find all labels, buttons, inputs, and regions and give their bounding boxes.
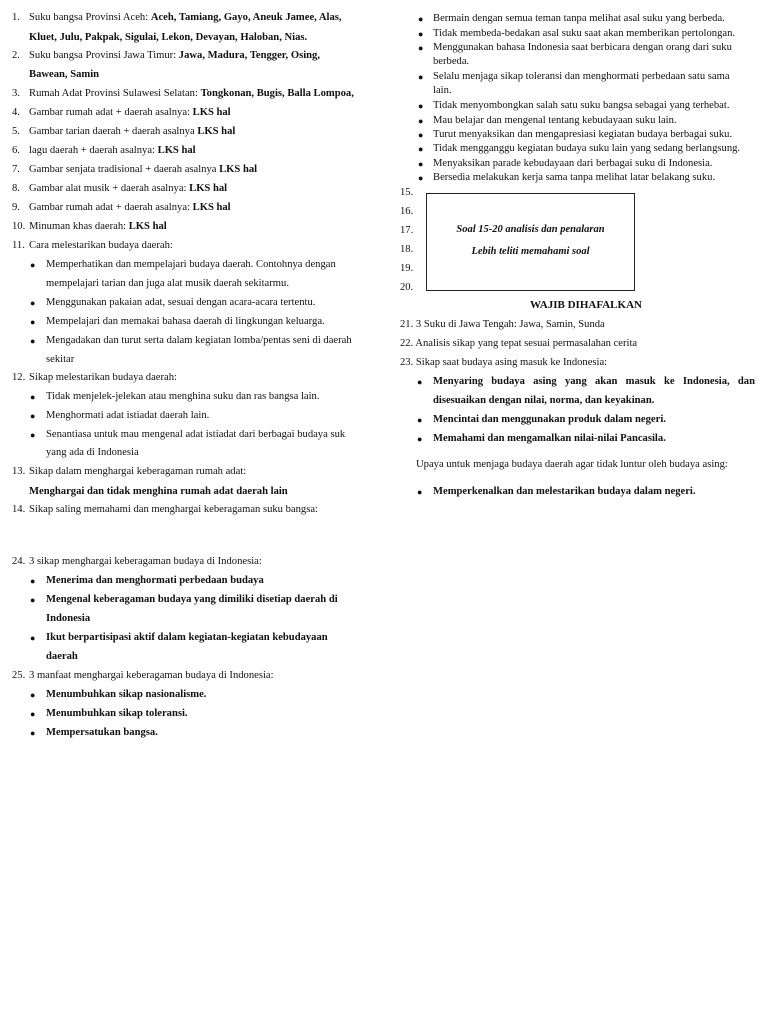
item-number: 14. xyxy=(12,504,26,515)
bullet-icon: ● xyxy=(30,392,36,402)
bullet-text: Memperkenalkan dan melestarikan budaya dalam negeri. xyxy=(433,486,696,497)
bullet-icon: ● xyxy=(418,159,424,169)
item-number: 1. xyxy=(12,12,20,23)
bullet-icon: ● xyxy=(30,690,36,700)
bullet-text: Bermain dengan semua teman tanpa melihat asal suku yang berbeda. xyxy=(433,13,725,24)
bullet-icon: ● xyxy=(418,116,424,126)
item-23: 23. Sikap saat budaya asing masuk ke Indonesia: xyxy=(400,357,608,368)
bullet-icon: ● xyxy=(30,576,36,586)
bullet-text: disesuaikan dengan nilai, norma, dan keyakinan. xyxy=(433,395,655,406)
bullet-icon: ● xyxy=(418,14,424,24)
bullet-icon: ● xyxy=(418,130,424,140)
bullet-icon: ● xyxy=(418,43,424,53)
item-number: 8. xyxy=(12,183,20,194)
item-6: lagu daerah + daerah asalnya: LKS hal xyxy=(29,145,196,156)
bullet-icon: ● xyxy=(30,430,36,440)
bullet-text: Mengenal keberagaman budaya yang dimiliki disetiap daerah di xyxy=(46,594,338,605)
bullet-icon: ● xyxy=(417,415,423,425)
section-heading: WAJIB DIHAFALKAN xyxy=(530,299,642,311)
bullet-icon: ● xyxy=(418,29,424,39)
bullet-icon: ● xyxy=(30,709,36,719)
bullet-text: Tidak menjelek-jelekan atau menghina suku dan ras bangsa lain. xyxy=(46,391,320,402)
bullet-icon: ● xyxy=(30,298,36,308)
bullet-text: Indonesia xyxy=(46,613,91,624)
bullet-text: Menyaksikan parade kebudayaan dari berbagai suku di Indonesia. xyxy=(433,158,713,169)
item-number: 10. xyxy=(12,221,26,232)
bullet-text: Menyaring budaya asing yang akan masuk ke Indonesia, dan xyxy=(433,376,755,387)
bullet-icon: ● xyxy=(417,377,423,387)
bullet-text: Mempelajari dan memakai bahasa daerah di lingkungan keluarga. xyxy=(46,316,325,327)
bullet-icon: ● xyxy=(30,336,36,346)
item-9: Gambar rumah adat + daerah asalnya: LKS hal xyxy=(29,202,231,213)
bullet-icon: ● xyxy=(417,487,423,497)
item-25: 3 manfaat menghargai keberagaman budaya di Indonesia: xyxy=(29,670,274,681)
item-number: 11. xyxy=(12,240,25,251)
bullet-icon: ● xyxy=(30,595,36,605)
note-box xyxy=(426,193,635,291)
bullet-text: Selalu menjaga sikap toleransi dan menghormati perbedaan satu sama xyxy=(433,71,730,82)
item-13-answer: Menghargai dan tidak menghina rumah adat daerah lain xyxy=(29,486,288,497)
bullet-icon: ● xyxy=(418,72,424,82)
item-number: 9. xyxy=(12,202,20,213)
item-8: Gambar alat musik + daerah asalnya: LKS hal xyxy=(29,183,228,194)
bullet-text: Mempersatukan bangsa. xyxy=(46,727,158,738)
item-number: 19. xyxy=(400,263,414,274)
item-1: Suku bangsa Provinsi Aceh: Aceh, Tamiang, Gayo, Aneuk Jamee, Alas, xyxy=(29,12,342,23)
item-number: 4. xyxy=(12,107,20,118)
bullet-icon: ● xyxy=(417,434,423,444)
item-3: Rumah Adat Provinsi Sulawesi Selatan: Tongkonan, Bugis, Balla Lompoa, xyxy=(29,88,354,99)
item-number: 3. xyxy=(12,88,20,99)
bullet-text: Tidak mengganggu kegiatan budaya suku lain yang sedang berlangsung. xyxy=(433,143,741,154)
bullet-icon: ● xyxy=(418,173,424,183)
item-number: 16. xyxy=(400,206,414,217)
item-number: 7. xyxy=(12,164,20,175)
item-number: 6. xyxy=(12,145,20,156)
bullet-text: Mengadakan dan turut serta dalam kegiatan lomba/pentas seni di daerah xyxy=(46,335,352,346)
item-11: Cara melestarikan budaya daerah: xyxy=(29,240,173,251)
item-13: Sikap dalam menghargai keberagaman rumah adat: xyxy=(29,466,247,477)
bullet-text: Turut menyaksikan dan mengapresiasi kegiatan budaya berbagai suku. xyxy=(433,129,733,140)
bullet-text: Bersedia melakukan kerja sama tanpa melihat latar belakang suku. xyxy=(433,172,716,183)
bullet-text: Ikut berpartisipasi aktif dalam kegiatan-kegiatan kebudayaan xyxy=(46,632,328,643)
item-4: Gambar rumah adat + daerah asalnya: LKS hal xyxy=(29,107,231,118)
bullet-icon: ● xyxy=(418,144,424,154)
bullet-text: Menggunakan pakaian adat, sesuai dengan acara-acara tertentu. xyxy=(46,297,316,308)
bullet-text: Mau belajar dan mengenal tentang kebudayaan suku lain. xyxy=(433,115,677,126)
item-22: 22. Analisis sikap yang tepat sesuai permasalahan cerita xyxy=(400,338,638,349)
item-2-cont: Bawean, Samin xyxy=(29,69,100,80)
bullet-text: Mencintai dan menggunakan produk dalam negeri. xyxy=(433,414,666,425)
item-21: 21. 3 Suku di Jawa Tengah: Jawa, Samin, Sunda xyxy=(400,319,605,330)
bullet-text: Tidak membeda-bedakan asal suku saat akan memberikan pertolongan. xyxy=(433,28,736,39)
item-number: 20. xyxy=(400,282,414,293)
bullet-text: Menghormati adat istiadat daerah lain. xyxy=(46,410,210,421)
item-number: 2. xyxy=(12,50,20,61)
bullet-text: yang ada di Indonesia xyxy=(46,447,139,458)
item-number: 13. xyxy=(12,466,26,477)
item-number: 15. xyxy=(400,187,414,198)
bullet-text: Menggunakan bahasa Indonesia saat berbicara dengan orang dari suku xyxy=(433,42,732,53)
item-10: Minuman khas daerah: LKS hal xyxy=(29,221,167,232)
bullet-text: Menerima dan menghormati perbedaan budaya xyxy=(46,575,264,586)
bullet-text: Tidak menyombongkan salah satu suku bangsa sebagai yang terhebat. xyxy=(433,100,730,111)
item-14: Sikap saling memahami dan menghargai keberagaman suku bangsa: xyxy=(29,504,318,515)
bullet-text: sekitar xyxy=(46,354,75,365)
item-number: 24. xyxy=(12,556,26,567)
note-box-line: Soal 15-20 analisis dan penalaran xyxy=(456,224,605,235)
item-2: Suku bangsa Provinsi Jawa Timur: Jawa, Madura, Tengger, Osing, xyxy=(29,50,320,61)
bullet-text: lain. xyxy=(433,85,452,96)
item-number: 17. xyxy=(400,225,414,236)
bullet-icon: ● xyxy=(30,728,36,738)
bullet-icon: ● xyxy=(30,411,36,421)
item-number: 18. xyxy=(400,244,414,255)
item-24: 3 sikap menghargai keberagaman budaya di Indonesia: xyxy=(29,556,262,567)
bullet-icon: ● xyxy=(418,101,424,111)
bullet-text: Menumbuhkan sikap toleransi. xyxy=(46,708,188,719)
bullet-icon: ● xyxy=(30,633,36,643)
item-number: 12. xyxy=(12,372,26,383)
bullet-icon: ● xyxy=(30,260,36,270)
bullet-text: daerah xyxy=(46,651,78,662)
bullet-text: berbeda. xyxy=(433,56,470,67)
bullet-text: Memperhatikan dan mempelajari budaya daerah. Contohnya dengan xyxy=(46,259,336,270)
item-number: 5. xyxy=(12,126,20,137)
item-12: Sikap melestarikan budaya daerah: xyxy=(29,372,177,383)
item-number: 25. xyxy=(12,670,26,681)
upaya-label: Upaya untuk menjaga budaya daerah agar tidak luntur oleh budaya asing: xyxy=(416,459,728,470)
bullet-text: Memahami dan mengamalkan nilai-nilai Pancasila. xyxy=(433,433,666,444)
item-7: Gambar senjata tradisional + daerah asalnya LKS hal xyxy=(29,164,258,175)
bullet-icon: ● xyxy=(30,317,36,327)
bullet-text: mempelajari tarian dan juga alat musik daerah sekitarmu. xyxy=(46,278,289,289)
note-box-line: Lebih teliti memahami soal xyxy=(471,246,590,257)
bullet-text: Menumbuhkan sikap nasionalisme. xyxy=(46,689,207,700)
bullet-text: Senantiasa untuk mau mengenal adat istiadat dari berbagai budaya suk xyxy=(46,429,346,440)
item-1-cont: Kluet, Julu, Pakpak, Sigulai, Lekon, Devayan, Haloban, Nias. xyxy=(29,32,308,43)
item-5: Gambar tarian daerah + daerah asalnya LKS hal xyxy=(29,126,236,137)
